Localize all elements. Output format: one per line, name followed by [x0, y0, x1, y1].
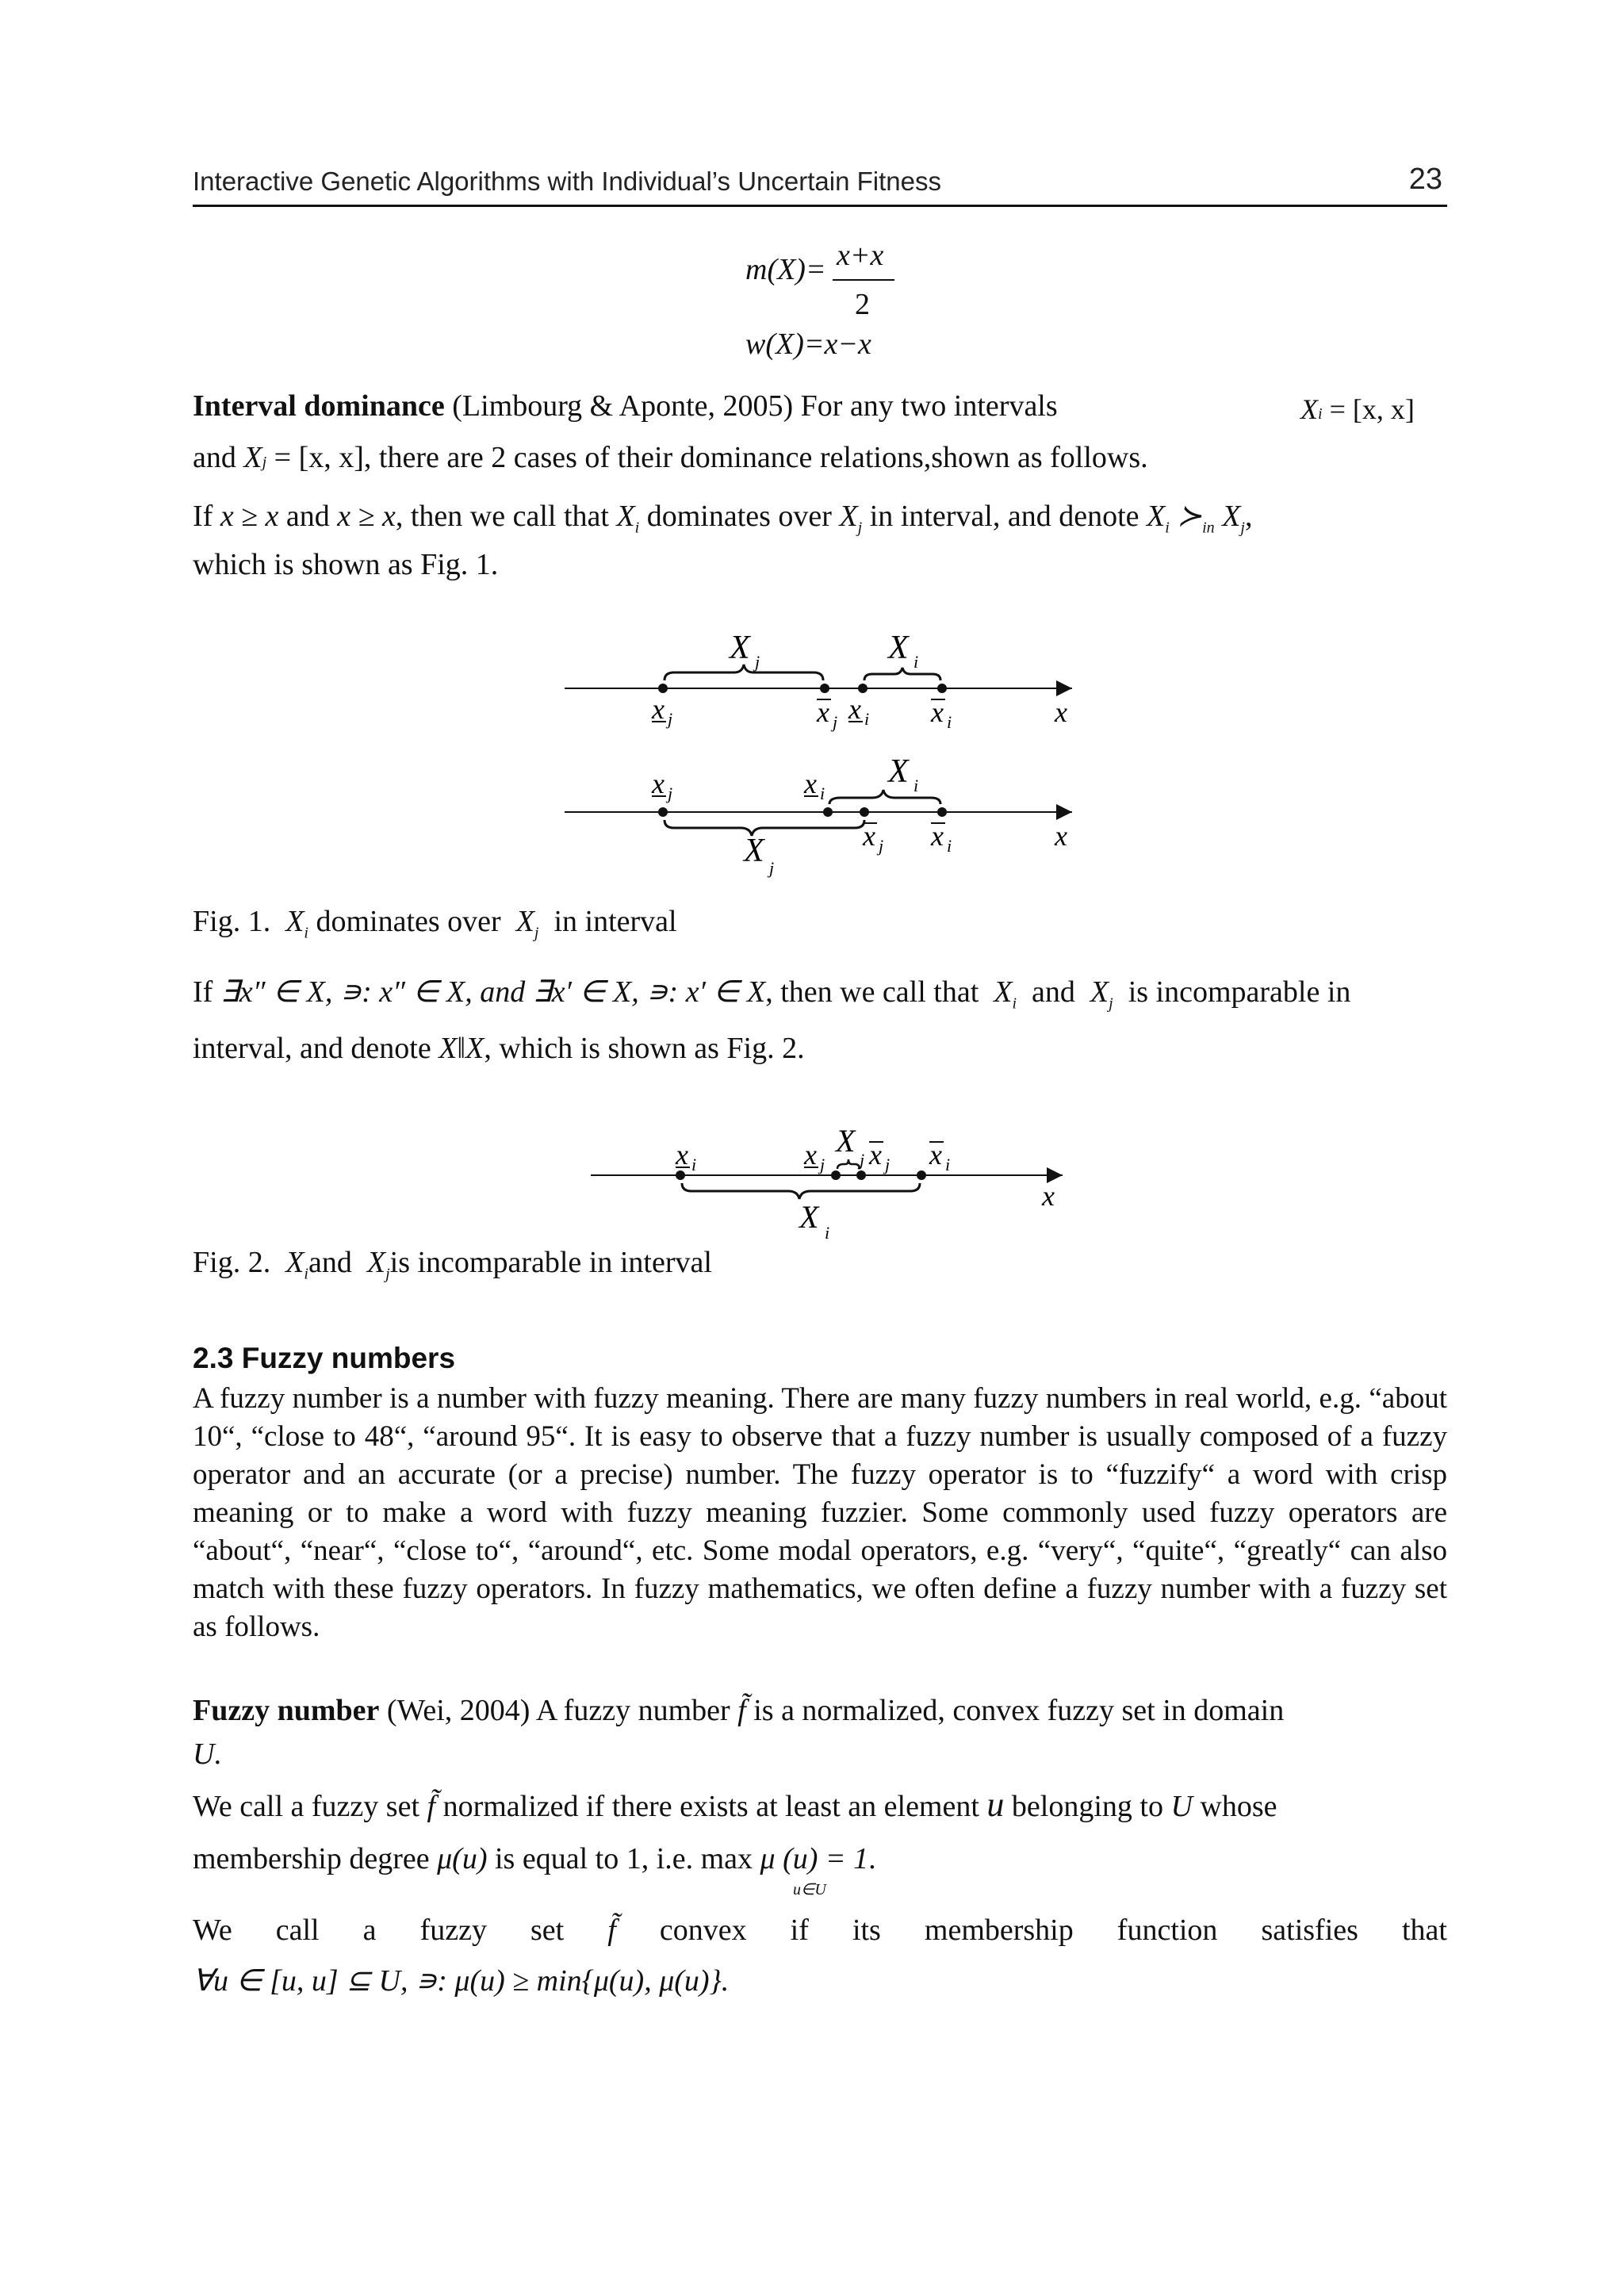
- svg-text:j: j: [755, 652, 760, 672]
- fig1-axis-label-bottom: x: [1055, 820, 1067, 852]
- equation-w: w(X)=x−x: [745, 328, 871, 361]
- domain-U: U.: [193, 1737, 222, 1771]
- membership-line: membership degree μ(u) is equal to 1, i.e. max μ (u) = 1.: [193, 1842, 876, 1875]
- svg-text:j: j: [668, 709, 673, 729]
- incomparable-line-1: If ∃x″ ∈ X, ∍: x″ ∈ X, and ∃x′ ∈ X, ∍: x′ ∈ X, then we call that $X_i$ and $X_j$ is incomparable in: [193, 975, 1351, 1013]
- svg-text:i: i: [914, 652, 919, 672]
- svg-text:i: i: [825, 1223, 830, 1243]
- fig1b-point-xi-high: [937, 807, 947, 817]
- fuzzy-number-definition: Fuzzy number (Wei, 2004) A fuzzy number f̃ is a normalized, convex fuzzy set in domain: [193, 1694, 1285, 1727]
- fig2-point-xj-low: [831, 1170, 841, 1180]
- normalized-line: We call a fuzzy set f̃ normalized if there exists at least an element u belonging to U whose: [193, 1785, 1277, 1824]
- fig1-brace-xi-top: [864, 668, 940, 680]
- fig1-label-Xi-top: X: [888, 630, 909, 666]
- fig1-label-Xj-top: X: [730, 630, 750, 666]
- incomparable-line-2: interval, and denote X‖X, which is shown as Fig. 2.: [193, 1032, 805, 1065]
- svg-text:i: i: [864, 709, 870, 729]
- equation-m-denominator: 2: [855, 288, 870, 321]
- section-paragraph: A fuzzy number is a number with fuzzy meaning. There are many fuzzy numbers in real world, e.g. “about 10“, “close to 48“, “around 95“. It is easy to observe that a fuzzy number is usually composed of a fuzzy operator and an accurate (or a precise) number. The fuzzy operator is to “fuzzify“ a word with crisp meaning or to make a word with fuzzy meaning fuzzier. Some commonly used fuzzy operators are “about“, “near“, “close to“, “around“, etc. Some modal operators, e.g. “very“, “quite“, “greatly“ can also match with these fuzzy operators. In fuzzy mathematics, we often define a fuzzy number with a fuzzy set as follows.: [193, 1382, 1447, 1643]
- fig2-tick-xi-low: x: [676, 1139, 688, 1170]
- fig1-brace-xj-top: [665, 665, 823, 680]
- running-title: Interactive Genetic Algorithms with Individual’s Uncertain Fitness: [193, 167, 941, 196]
- fraction-bar: [833, 279, 894, 281]
- svg-text:i: i: [947, 836, 952, 856]
- fig2-axis-label: x: [1042, 1180, 1055, 1212]
- fig1-point-xi-low: [858, 684, 868, 693]
- svg-text:i: i: [914, 776, 919, 795]
- svg-text:i: i: [820, 783, 825, 803]
- svg-text:j: j: [820, 1155, 825, 1174]
- fig1b-label-Xj: X: [744, 833, 764, 869]
- fig1b-tick-xi-high: x: [931, 820, 944, 852]
- svg-text:j: j: [879, 836, 884, 856]
- fig2-label-Xj: X: [836, 1126, 856, 1159]
- svg-text:j: j: [860, 1150, 865, 1170]
- fig2-tick-xj-low: x: [804, 1139, 817, 1170]
- page-number: 23: [1408, 163, 1442, 196]
- max-subscript: u∈U: [793, 1881, 826, 1898]
- fig1-brace-xi-bottom: [829, 790, 940, 804]
- fig1b-tick-xj-high: x: [863, 820, 875, 852]
- fig1-axis-label-top: x: [1055, 696, 1067, 728]
- svg-text:i: i: [945, 1155, 951, 1174]
- fig1b-tick-xi-low: x: [804, 768, 817, 799]
- fig1-point-xj-high: [820, 684, 829, 693]
- fig2-brace-xi: [682, 1183, 920, 1199]
- fig1b-point-xi-low: [823, 807, 833, 817]
- fig2-tick-xi-high: x: [929, 1139, 942, 1170]
- fig1-point-xj-low: [658, 684, 668, 693]
- dominance-line-4: which is shown as Fig. 1.: [193, 548, 499, 581]
- convex-line: We call a fuzzy set f̃ convex if its membership function satisfies that: [193, 1914, 1447, 1947]
- fig2-caption: Fig. 2. $X_iand$ $X_jis$ incomparable in interval: [193, 1246, 712, 1283]
- fig1b-label-Xi: X: [888, 753, 909, 790]
- fig1-tick-xj-low: x: [652, 693, 665, 725]
- figure-1: [0, 611, 1624, 944]
- running-header: [193, 163, 1447, 207]
- fig2-label-Xi: X: [799, 1199, 819, 1235]
- svg-text:j: j: [668, 783, 673, 803]
- fig2-point-xi-low: [676, 1170, 685, 1180]
- fig1-tick-xi-high: x: [931, 696, 944, 728]
- svg-text:i: i: [691, 1155, 697, 1174]
- svg-text:i: i: [947, 712, 952, 732]
- fig1b-point-xj-high: [860, 807, 869, 817]
- dominance-line-3: If x ≥ x and x ≥ x, then we call that $X_i$ dominates over $X_j$ in interval, and denote $X_i$ $≻_{in}$ $X_j$,: [193, 500, 1253, 537]
- svg-text:j: j: [833, 712, 838, 732]
- equation-m: m(X)=: [745, 253, 826, 286]
- fig1-brace-xj-bottom: [665, 820, 864, 836]
- fig1-tick-xj-high: x: [817, 696, 829, 728]
- convexity-condition: ∀u ∈ [u, u] ⊆ U, ∍: μ(u) ≥ min{μ(u), μ(u)}.: [193, 1964, 730, 1998]
- fig2-brace-xj: [837, 1159, 860, 1169]
- fig1-tick-xi-low: x: [848, 693, 861, 725]
- svg-text:j: j: [769, 858, 775, 878]
- fig1-caption: Fig. 1. $X_i$ dominates over $X_j$ in interval: [193, 905, 677, 942]
- dominance-interval-xi: Xi = [x, x]: [1300, 393, 1415, 425]
- fig2-point-xi-high: [917, 1170, 926, 1180]
- fig1b-tick-xj-low: x: [652, 768, 665, 799]
- svg-text:j: j: [885, 1155, 891, 1174]
- fig2-point-xj-high: [856, 1170, 866, 1180]
- figure-2: [0, 1126, 1624, 1253]
- fig1b-point-xj-low: [658, 807, 668, 817]
- dominance-line-1: Interval dominance (Limbourg & Aponte, 2005) For any two intervals: [193, 389, 1058, 423]
- dominance-line-2: and Xj = [x, x], there are 2 cases of their dominance relations,shown as follows.: [193, 441, 1148, 474]
- fig1-point-xi-high: [937, 684, 947, 693]
- equation-m-numerator: x+x: [837, 239, 884, 272]
- fig2-tick-xj-high: x: [869, 1139, 882, 1170]
- section-heading: 2.3 Fuzzy numbers: [193, 1342, 456, 1374]
